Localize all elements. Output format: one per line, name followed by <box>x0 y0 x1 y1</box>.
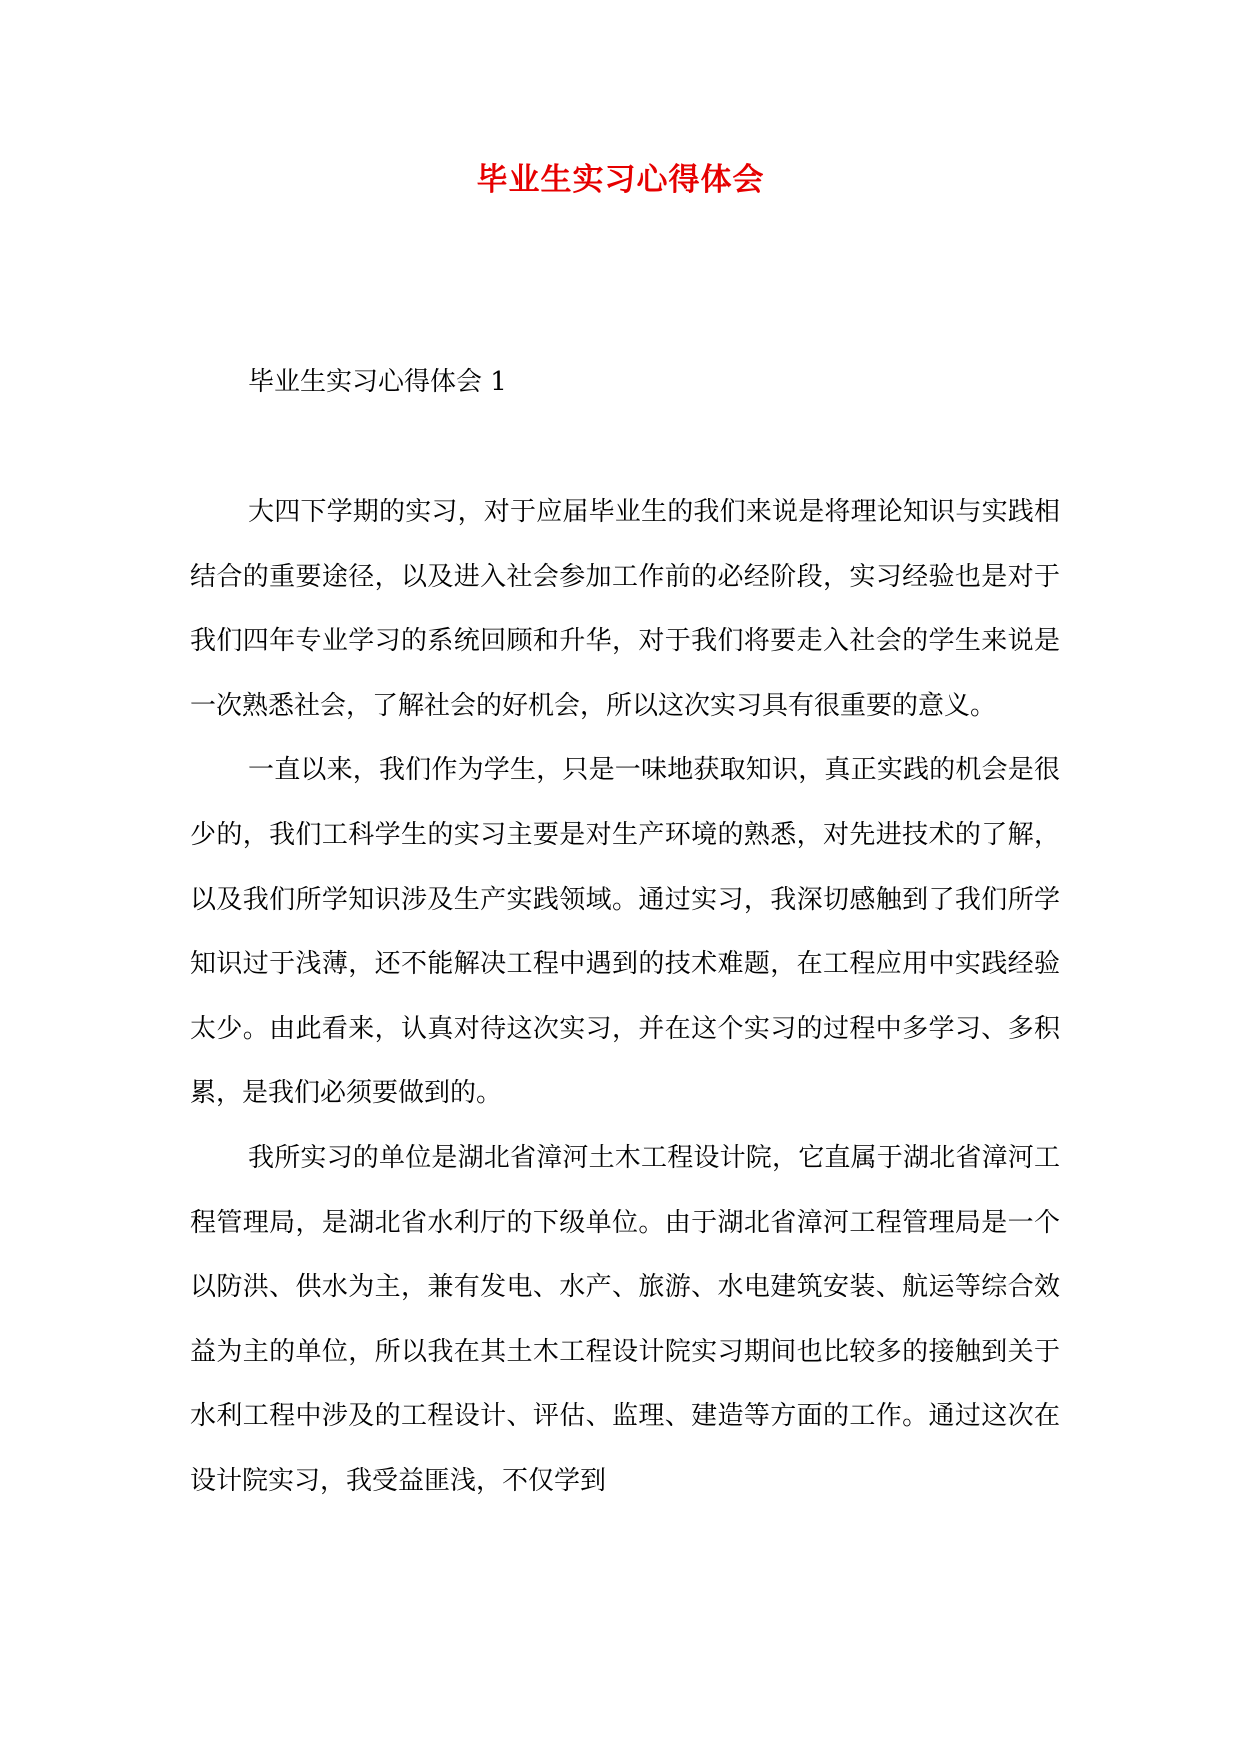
document-title: 毕业生实习心得体会 <box>476 162 765 198</box>
body-text <box>190 480 1060 1514</box>
section-heading: 毕业生实习心得体会 1 <box>248 367 507 397</box>
paragraph-1: 大四下学期的实习，对于应届毕业生的我们来说是将理论知识与实践相结合的重要途径，以及进入社会参加工作前的必经阶段，实习经验也是对于我们四年专业学习的系统回顾和升华，对于我们将要走入社会的学生来说是一次熟悉社会，了解社会的好机会，所以这次实习具有很重要的意义。 <box>190 497 1060 721</box>
paragraph-3: 我所实习的单位是湖北省漳河土木工程设计院，它直属于湖北省漳河工程管理局，是湖北省水利厅的下级单位。由于湖北省漳河工程管理局是一个以防洪、供水为主，兼有发电、水产、旅游、水电建筑安装、航运等综合效益为主的单位，所以我在其土木工程设计院实习期间也比较多的接触到关于水利工程中涉及的工程设计、评估、监理、建造等方面的工作。通过这次在设计院实习，我受益匪浅，不仅学到 <box>190 1142 1060 1496</box>
paragraph-2: 一直以来，我们作为学生，只是一味地获取知识，真正实践的机会是很少的，我们工科学生的实习主要是对生产环境的熟悉，对先进技术的了解，以及我们所学知识涉及生产实践领域。通过实习，我深切感触到了我们所学知识过于浅薄，还不能解决工程中遇到的技术难题，在工程应用中实践经验太少。由此看来，认真对待这次实习，并在这个实习的过程中多学习、多积累，是我们必须要做到的。 <box>190 755 1060 1109</box>
